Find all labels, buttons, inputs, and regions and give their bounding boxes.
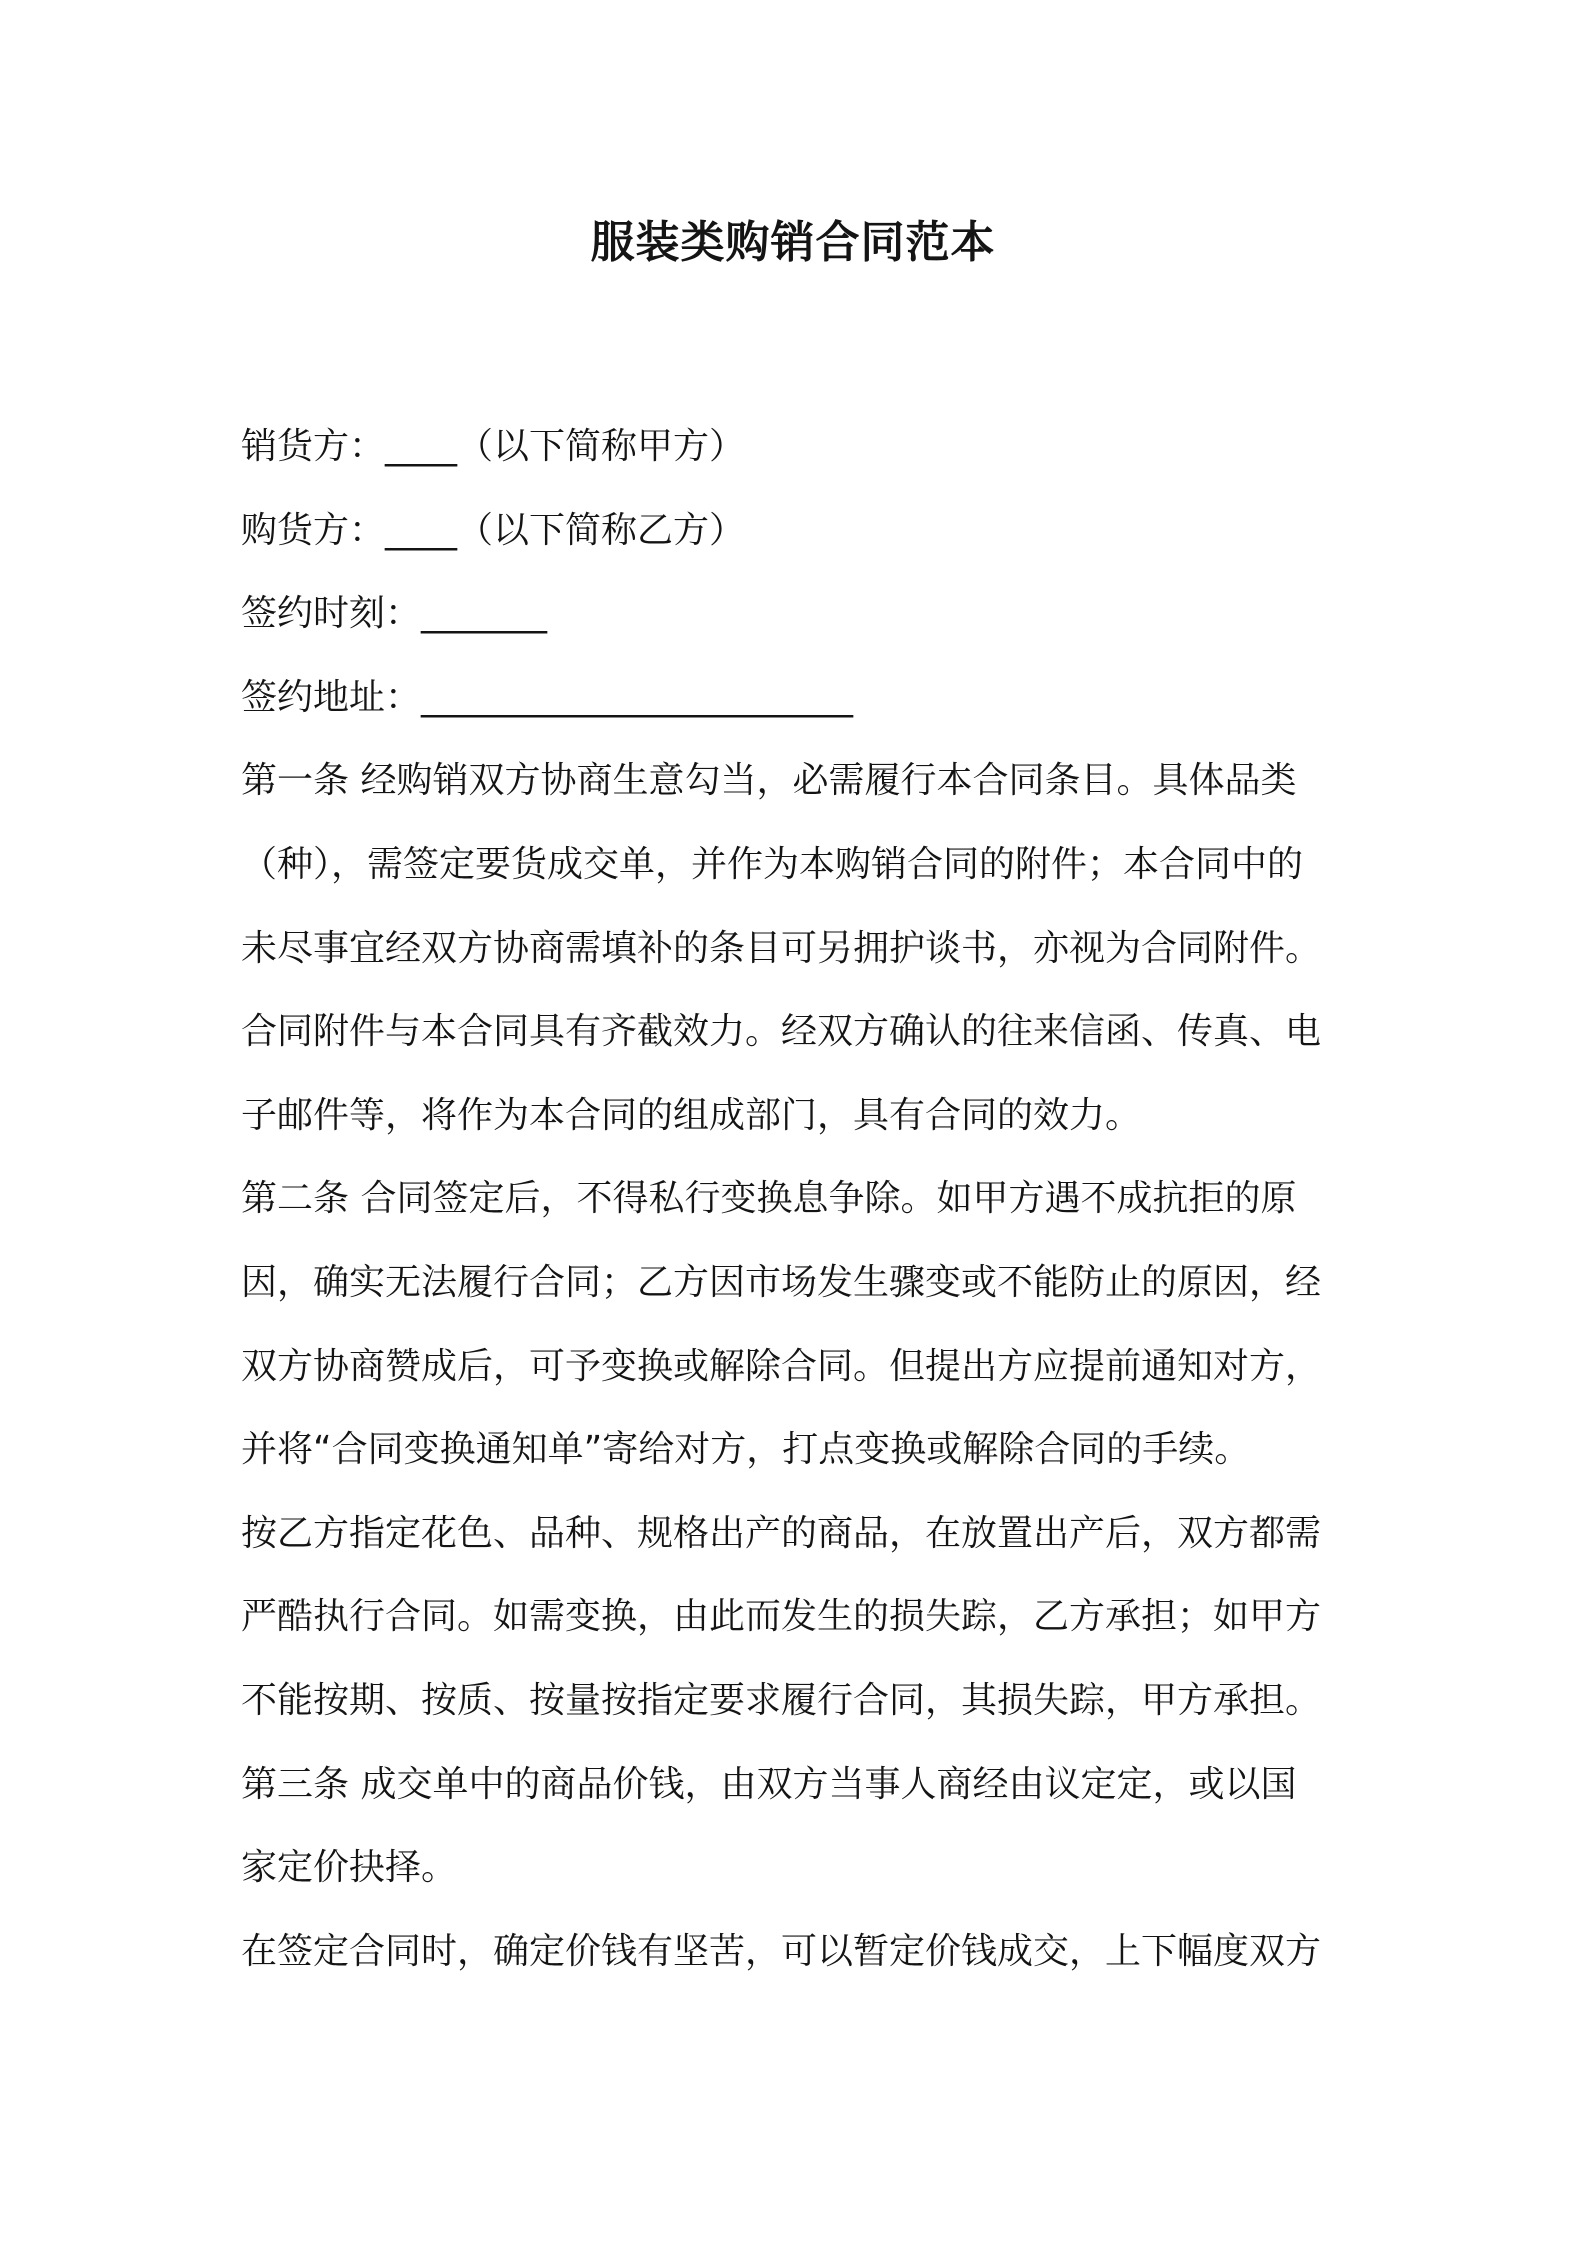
document-body	[241, 405, 1353, 1993]
custom-order-line-2: 严酷执行合同。如需变换，由此而发生的损失踪，乙方承担；如甲方	[241, 1596, 1322, 1638]
clause-2-line-3: 双方协商赞成后，可予变换或解除合同。但提出方应提前通知对方，	[241, 1345, 1322, 1387]
clause-1-line-5: 子邮件等，将作为本合同的组成部门，具有合同的效力。	[241, 1094, 1142, 1136]
pricing-line-1: 在签定合同时，确定价钱有坚苦，可以暂定价钱成交，上下幅度双方	[241, 1930, 1322, 1972]
buyer-field: 购货方：____（以下简称乙方）	[241, 509, 746, 551]
custom-order-line-3: 不能按期、按质、按量按指定要求履行合同，其损失踪，甲方承担。	[241, 1679, 1322, 1721]
clause-1-line-3: 未尽事宜经双方协商需填补的条目可另拥护谈书，亦视为合同附件。	[241, 927, 1322, 969]
seller-field: 销货方：____（以下简称甲方）	[241, 426, 746, 467]
clause-1-line-4: 合同附件与本合同具有齐截效力。经双方确认的往来信函、传真、电	[241, 1011, 1322, 1053]
custom-order-line-1: 按乙方指定花色、品种、规格出产的商品，在放置出产后，双方都需	[241, 1512, 1322, 1554]
signing-place-field: 签约地址：________________________	[241, 676, 854, 718]
clause-2-line-4: 并将“合同变换通知单”寄给对方，打点变换或解除合同的手续。	[241, 1429, 1251, 1471]
clause-2-line-1: 第二条 合同签定后，不得私行变换息争除。如甲方遇不成抗拒的原	[241, 1178, 1297, 1220]
clause-1-line-1: 第一条 经购销双方协商生意勾当，必需履行本合同条目。具体品类	[241, 760, 1297, 802]
signing-time-field: 签约时刻：_______	[241, 593, 548, 635]
clause-1-line-2: （种），需签定要货成交单，并作为本购销合同的附件；本合同中的	[241, 843, 1304, 885]
document-title: 服装类购销合同范本	[590, 217, 996, 268]
clause-3-line-2: 家定价抉择。	[241, 1847, 458, 1889]
clause-3-line-1: 第三条 成交单中的商品价钱，由双方当事人商经由议定定，或以国	[241, 1763, 1297, 1805]
clause-2-line-2: 因，确实无法履行合同；乙方因市场发生骤变或不能防止的原因，经	[241, 1261, 1322, 1303]
